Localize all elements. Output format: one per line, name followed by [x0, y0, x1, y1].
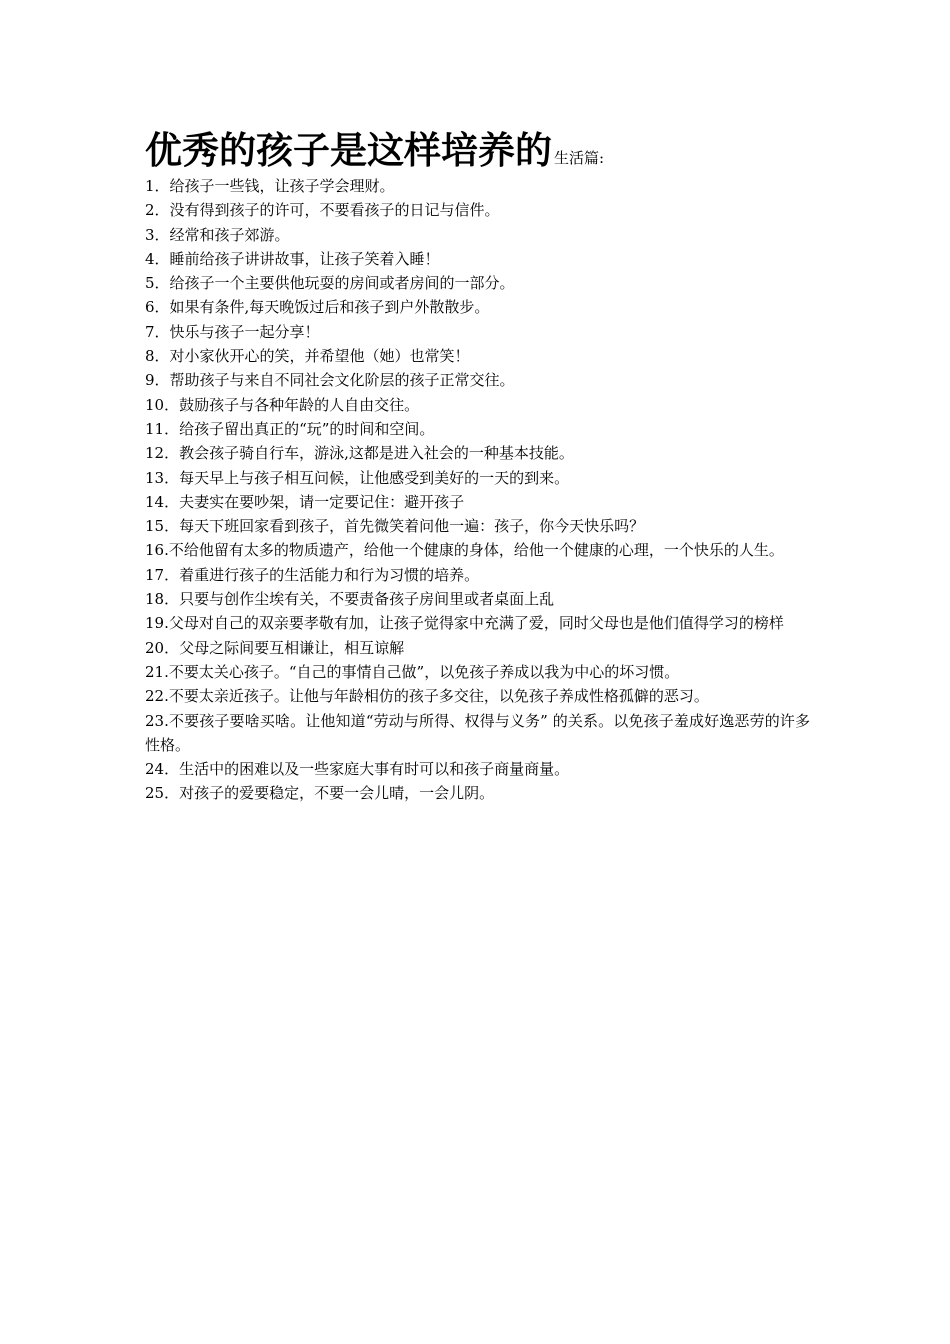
list-item: 14．夫妻实在要吵架，请一定要记住：避开孩子	[145, 492, 465, 511]
page-title: 优秀的孩子是这样培养的	[145, 129, 552, 172]
list-item: 23.不要孩子要啥买啥。让他知道“劳动与所得、权得与义务” 的关系。以免孩子羞成好逸恶劳的许多性格。	[145, 711, 810, 754]
list-item: 11．给孩子留出真正的“玩”的时间和空间。	[145, 419, 435, 438]
list-item: 10．鼓励孩子与各种年龄的人自由交往。	[145, 395, 420, 414]
list-item: 21.不要太关心孩子。“自己的事情自己做”，以免孩子养成以我为中心的坏习惯。	[145, 662, 680, 681]
list-item: 17．着重进行孩子的生活能力和行为习惯的培养。	[145, 565, 480, 584]
list-item: 4．睡前给孩子讲讲故事，让孩子笑着入睡！	[145, 249, 440, 268]
list-item: 13．每天早上与孩子相互问候，让他感受到美好的一天的到来。	[145, 468, 570, 487]
document-body	[145, 128, 810, 806]
list-item: 12．教会孩子骑自行车，游泳,这都是进入社会的一种基本技能。	[145, 444, 574, 463]
list-item: 19.父母对自己的双亲要孝敬有加，让孩子觉得家中充满了爱，同时父母也是他们值得学习的榜样	[145, 614, 784, 633]
list-item: 15．每天下班回家看到孩子，首先微笑着问他一遍：孩子，你今天快乐吗？	[145, 517, 645, 536]
list-item: 7．快乐与孩子一起分享！	[145, 322, 320, 341]
list-item: 1．给孩子一些钱，让孩子学会理财。	[145, 177, 395, 195]
list-item: 24．生活中的困难以及一些家庭大事有时可以和孩子商量商量。	[145, 760, 570, 779]
list-item: 18．只要与创作尘埃有关，不要责备孩子房间里或者桌面上乱	[145, 590, 555, 609]
page-subtitle: 生活篇:	[554, 149, 605, 167]
title-line	[145, 128, 810, 174]
list-item: 3．经常和孩子郊游。	[145, 225, 290, 244]
list-item: 9．帮助孩子与来自不同社会文化阶层的孩子正常交往。	[145, 371, 515, 390]
list-item: 20．父母之际间要互相谦让，相互谅解	[145, 638, 405, 657]
list-item: 6．如果有条件,每天晚饭过后和孩子到户外散散步。	[145, 298, 490, 317]
list-item: 8．对小家伙开心的笑，并希望他（她）也常笑！	[145, 347, 470, 366]
list-item: 5．给孩子一个主要供他玩耍的房间或者房间的一部分。	[145, 274, 515, 293]
list-item: 25．对孩子的爱要稳定，不要一会儿晴，一会儿阴。	[145, 784, 495, 803]
item-list	[145, 174, 810, 806]
list-item: 16.不给他留有太多的物质遗产，给他一个健康的身体，给他一个健康的心理，一个快乐的人生。	[145, 541, 784, 560]
list-item: 2．没有得到孩子的许可，不要看孩子的日记与信件。	[145, 201, 500, 220]
list-item: 22.不要太亲近孩子。让他与年龄相仿的孩子多交往，以免孩子养成性格孤僻的恶习。	[145, 687, 709, 706]
